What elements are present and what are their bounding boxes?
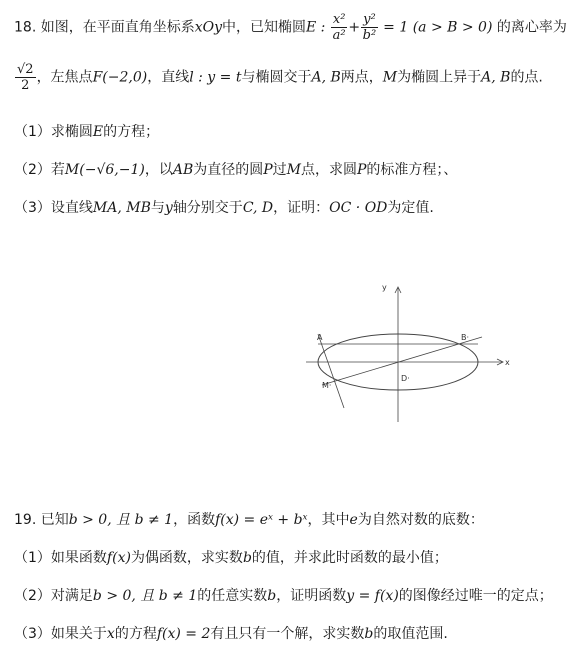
text: 为偶函数，求实数 bbox=[130, 550, 243, 566]
denominator: a² bbox=[332, 28, 346, 43]
text: 为椭圆上异于 bbox=[397, 69, 482, 86]
text: 的值，并求此时函数的最小值； bbox=[251, 550, 448, 566]
text: ，直线 bbox=[147, 69, 190, 86]
text: ，其中 bbox=[307, 512, 350, 528]
text: ，函数 bbox=[173, 512, 216, 528]
text: 的点. bbox=[510, 69, 543, 86]
math-m: M bbox=[286, 162, 301, 178]
text: 为直径的圆 bbox=[193, 162, 264, 178]
math-b: b bbox=[242, 550, 252, 566]
text: 两点， bbox=[340, 69, 383, 86]
text: 与 bbox=[150, 200, 165, 216]
math-m-point: M(−√6,−1) bbox=[64, 162, 145, 178]
math-ab: A, B bbox=[311, 69, 341, 86]
text: 的图像经过唯一的定点； bbox=[398, 588, 553, 604]
fraction-y2-b2 bbox=[361, 12, 378, 43]
label-a: A bbox=[317, 333, 323, 342]
label-y: y bbox=[382, 283, 387, 292]
text: 与椭圆交于 bbox=[241, 69, 312, 86]
text: （2）对满足 bbox=[14, 588, 93, 604]
math-condition: b > 0, 且 b ≠ 1 bbox=[92, 588, 198, 604]
text: 为定值. bbox=[387, 200, 434, 216]
q19-line1 bbox=[14, 510, 484, 530]
fraction-x2-a2 bbox=[331, 12, 348, 43]
numerator: y² bbox=[363, 12, 376, 27]
text: 的任意实数 bbox=[197, 588, 268, 604]
math-m: M bbox=[382, 69, 398, 86]
q18-line1 bbox=[14, 12, 567, 43]
text: 点，求圆 bbox=[301, 162, 357, 178]
numerator: √2 bbox=[17, 62, 34, 77]
math-ab: AB bbox=[172, 162, 194, 178]
text: ，证明： bbox=[273, 200, 330, 216]
text: ，左焦点 bbox=[36, 69, 93, 86]
text: （3）如果关于 bbox=[14, 626, 107, 642]
math-fx: f(x) bbox=[106, 550, 131, 566]
q18-part2 bbox=[14, 160, 457, 180]
math-oc-od: OC · OD bbox=[329, 200, 388, 216]
label-m: M· bbox=[322, 381, 332, 390]
text: （1）如果函数 bbox=[14, 550, 107, 566]
q19-part2 bbox=[14, 586, 553, 606]
math-p: P bbox=[357, 162, 367, 178]
label-x: x bbox=[505, 358, 510, 367]
numerator: x² bbox=[332, 12, 346, 27]
q19-part1 bbox=[14, 548, 448, 568]
math-y-fx: y = f(x) bbox=[346, 588, 399, 604]
ellipse-diagram bbox=[300, 280, 515, 425]
math-b: b bbox=[267, 588, 277, 604]
math-b: b bbox=[364, 626, 374, 642]
q18-line2 bbox=[14, 62, 543, 93]
text: ，证明函数 bbox=[276, 588, 347, 604]
denominator: 2 bbox=[21, 78, 30, 93]
text: 的离心率为 bbox=[496, 19, 567, 36]
math-e: E bbox=[92, 124, 104, 140]
math-condition: = 1 (a > B > 0) bbox=[383, 19, 493, 36]
q19-part3 bbox=[14, 624, 448, 644]
text: 18. 如图，在平面直角坐标系 bbox=[14, 19, 195, 36]
text: 中，已知椭圆 bbox=[222, 19, 307, 36]
text: （1）求椭圆 bbox=[14, 124, 93, 140]
q18-part1 bbox=[14, 122, 159, 142]
text: 为自然对数的底数： bbox=[357, 512, 484, 528]
text: 有且只有一个解，求实数 bbox=[210, 626, 365, 642]
math-line-l: l : y = t bbox=[189, 69, 242, 86]
denominator: b² bbox=[362, 28, 377, 43]
text: 轴分别交于 bbox=[172, 200, 243, 216]
math-cd: C, D bbox=[242, 200, 274, 216]
text: 过 bbox=[272, 162, 287, 178]
label-d: D· bbox=[401, 374, 410, 383]
math-p: P bbox=[263, 162, 273, 178]
text: 的方程 bbox=[114, 626, 157, 642]
math-e: E : bbox=[306, 19, 326, 36]
text: （3）设直线 bbox=[14, 200, 93, 216]
math-e: e bbox=[349, 512, 358, 528]
math-ma-mb: MA, MB bbox=[92, 200, 151, 216]
math-x: x bbox=[106, 626, 115, 642]
q18-part3 bbox=[14, 198, 434, 218]
text: 的标准方程；、 bbox=[366, 162, 458, 178]
math-xoy: xOy bbox=[194, 19, 223, 36]
fraction-eccentricity bbox=[15, 62, 36, 93]
plus: + bbox=[348, 19, 361, 36]
text: 19. 已知 bbox=[14, 512, 69, 528]
text: 的取值范围. bbox=[373, 626, 448, 642]
math-condition: b > 0, 且 b ≠ 1 bbox=[68, 512, 174, 528]
text: 的方程； bbox=[103, 124, 160, 140]
math-function: f(x) = eˣ + bˣ bbox=[215, 512, 308, 528]
label-b: B· bbox=[461, 333, 470, 342]
math-equation: f(x) = 2 bbox=[156, 626, 211, 642]
math-ab: A, B bbox=[481, 69, 511, 86]
math-y: y bbox=[164, 200, 173, 216]
text: （2）若 bbox=[14, 162, 65, 178]
math-focus: F(−2,0) bbox=[92, 69, 148, 86]
text: ，以 bbox=[144, 162, 173, 178]
